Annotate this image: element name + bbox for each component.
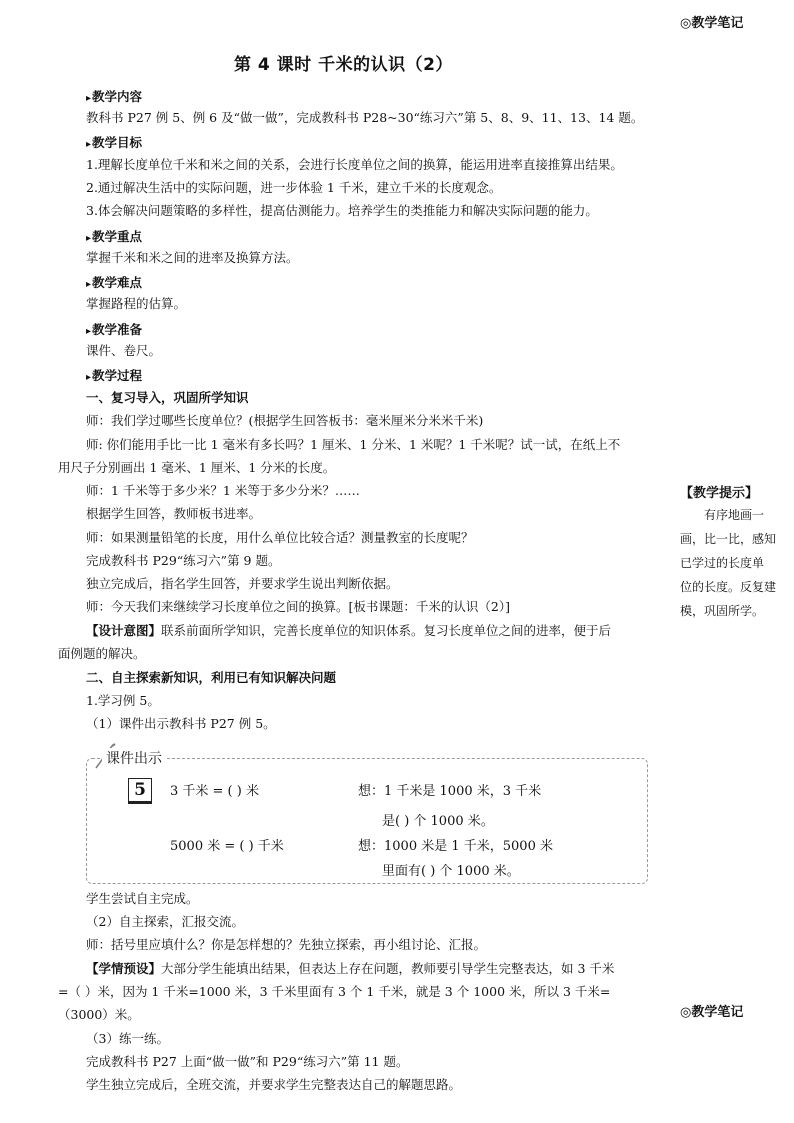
tip-line-2: 画，比一比，感知 xyxy=(680,532,777,546)
section-head-difficulty: ▸ 教学难点 xyxy=(86,273,142,291)
process-line-2a: 师: 你们能用手比一比 1 毫米有多长吗？1 厘米、1 分米、1 米呢？1 千米呢？试一试，在纸上不 xyxy=(86,437,621,452)
preset-line-1 xyxy=(86,961,614,977)
goal-1: 1.理解长度单位千米和米之间的关系，会进行长度单位之间的换算，能运用进率直接推算出结果。 xyxy=(86,157,623,172)
section-head-goals: ▸ 教学目标 xyxy=(86,133,142,151)
main-line-1: 1.学习例 5。 xyxy=(86,693,160,708)
process-line-2b: 用尺子分别画出 1 毫米、1 厘米、1 分米的长度。 xyxy=(58,460,336,475)
content-text: 教科书 P27 例 5、例 6 及“做一做”，完成教科书 P28~30“练习六”第 5、8、9、11、13、14 题。 xyxy=(86,110,644,125)
main-line-4: （2）自主探索，汇报交流。 xyxy=(86,914,244,929)
question-2: 5000 米 = ( ) 千米 xyxy=(170,839,284,854)
design-intent-line-1 xyxy=(86,623,611,639)
difficulty-text: 掌握路程的估算。 xyxy=(86,296,187,311)
preparation-text: 课件、卷尺。 xyxy=(86,343,162,358)
design-intent-tag: 【设计意图】 xyxy=(86,623,162,638)
preset-line-3: （3000）米。 xyxy=(58,1007,140,1022)
think-2-line-a: 想：1000 米是 1 千米，5000 米 xyxy=(358,839,553,854)
process-line-4: 根据学生回答，教师板书进率。 xyxy=(86,506,262,521)
process-line-8: 师：今天我们来继续学习长度单位之间的换算。[板书课题：千米的认识（2）] xyxy=(86,599,510,614)
process-line-7: 独立完成后，指名学生回答，并要求学生说出判断依据。 xyxy=(86,576,399,591)
page-title: 第 4 课时 千米的认识（2） xyxy=(234,55,453,75)
preset-text: 大部分学生能填出结果，但表达上存在问题，教师要引导学生完整表达，如 3 千米 xyxy=(161,961,615,976)
preset-line-2: =（ ）米，因为 1 千米=1000 米，3 千米里面有 3 个 1 千米，就是 3 个 1000 米，所以 3 千米= xyxy=(58,984,611,999)
teaching-notes-label-top: ◎教学笔记 xyxy=(680,16,744,31)
section-head-process: ▸ 教学过程 xyxy=(86,366,142,384)
design-intent-line-2: 面例题的解决。 xyxy=(58,646,146,661)
think-1-line-b: 是( ) 个 1000 米。 xyxy=(382,814,494,829)
goal-3: 3.体会解决问题策略的多样性，提高估测能力。培养学生的类推能力和解决实际问题的能力。 xyxy=(86,203,598,218)
tip-line-5: 模，巩固所学。 xyxy=(680,604,765,618)
tip-line-1: 有序地画一 xyxy=(704,508,765,522)
process-line-1: 师：我们学过哪些长度单位？(根据学生回答板书：毫米厘米分米米千米) xyxy=(86,413,484,428)
think-1-line-a: 想：1 千米是 1000 米，3 千米 xyxy=(358,784,542,799)
courseware-box xyxy=(86,758,648,884)
process-line-6: 完成教科书 P29“练习六”第 9 题。 xyxy=(86,553,281,568)
main-line-5: 师：括号里应填什么？你是怎样想的？先独立探索，再小组讨论、汇报。 xyxy=(86,937,487,952)
think-2-line-b: 里面有( ) 个 1000 米。 xyxy=(382,864,520,879)
goal-2: 2.通过解决生活中的实际问题，进一步体验 1 千米，建立千米的长度观念。 xyxy=(86,180,502,195)
section-head-key: ▸ 教学重点 xyxy=(86,227,142,245)
section-head-content: ▸ 教学内容 xyxy=(86,87,142,105)
preset-tag: 【学情预设】 xyxy=(86,961,162,976)
design-intent-text: 联系前面所学知识，完善长度单位的知识体系。复习长度单位之间的进率，便于后 xyxy=(161,623,612,638)
tip-line-4: 位的长度。反复建 xyxy=(680,580,777,594)
question-1: 3 千米 = ( ) 米 xyxy=(170,784,259,799)
tip-line-3: 已学过的长度单 xyxy=(680,556,765,570)
section-head-preparation: ▸ 教学准备 xyxy=(86,320,142,338)
main-line-3: 学生尝试自主完成。 xyxy=(86,891,199,906)
courseware-label: 课件出示 xyxy=(102,748,166,768)
main-line-8: 学生独立完成后，全班交流，并要求学生完整表达自己的解题思路。 xyxy=(86,1077,462,1092)
teaching-notes-label-bottom: ◎教学笔记 xyxy=(680,1005,744,1020)
example-number-badge: 5 xyxy=(128,778,152,804)
process-line-3: 师：1 千米等于多少米？1 米等于多少分米？…… xyxy=(86,483,360,498)
main-line-2: （1）课件出示教科书 P27 例 5。 xyxy=(86,716,276,731)
part1-heading: 一、复习导入，巩固所学知识 xyxy=(86,390,249,405)
key-text: 掌握千米和米之间的进率及换算方法。 xyxy=(86,250,299,265)
main-line-7: 完成教科书 P27 上面“做一做”和 P29“练习六”第 11 题。 xyxy=(86,1054,409,1069)
part2-heading: 二、自主探索新知识，利用已有知识解决问题 xyxy=(86,670,337,685)
process-line-5: 师：如果测量铅笔的长度，用什么单位比较合适？测量教室的长度呢？ xyxy=(86,530,474,545)
main-line-6: （3）练一练。 xyxy=(86,1031,169,1046)
teaching-tip-tag: 【教学提示】 xyxy=(680,486,759,501)
